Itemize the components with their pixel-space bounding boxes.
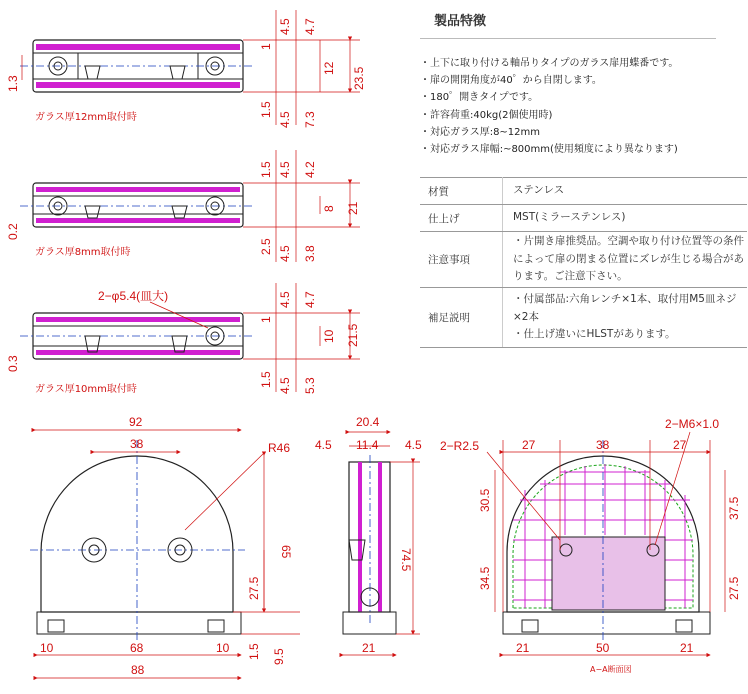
feature-item: ・ 許容荷重:40kg(2個使用時) (420, 107, 678, 124)
dim-8-v2: 4.5 (278, 161, 292, 178)
dim-sect-t1: 27 (522, 438, 536, 452)
feature-item: ・ 扉の開閉角度が40゜から自閉します。 (420, 72, 678, 89)
dim-sect-radius: 2−R2.5 (440, 439, 480, 453)
caption-glass-10: ガラス厚10mm取付時 (35, 384, 137, 395)
section-a-a (440, 417, 741, 674)
dim-12-v7: 1.5 (259, 101, 273, 118)
dim-10-v9: 5.3 (303, 377, 317, 394)
spec-key: 仕上げ (420, 205, 503, 232)
spec-value: ・付属部品:六角レンチ×1本、取付用M5皿ネジ×2本 ・仕上げ違いにHLSTがあります。 (503, 288, 748, 348)
feature-item: ・ 上下に取り付ける軸吊りタイプのガラス扉用蝶番です。 (420, 55, 678, 72)
dim-10-v6: 0.3 (6, 355, 20, 372)
dim-10-v3: 1 (259, 316, 273, 323)
spec-row-material (420, 178, 747, 205)
dim-12-v6: 1.3 (6, 75, 20, 92)
spec-value: MST(ミラーステンレス) (503, 205, 748, 232)
dim-8-v9: 3.8 (303, 245, 317, 262)
dim-front-b3: 10 (216, 641, 230, 655)
spec-row-notes (420, 232, 747, 288)
side-view (315, 415, 422, 655)
spec-row-supplement (420, 288, 747, 348)
dim-side-base: 21 (362, 641, 376, 655)
dim-front-width: 92 (129, 415, 143, 429)
hole-callout: 2−φ5.4(皿大) (98, 289, 169, 303)
dim-side-a: 4.5 (315, 438, 332, 452)
dim-8-v5: 21 (346, 201, 360, 215)
dim-10-v4: 10 (322, 329, 336, 343)
dim-10-v2: 4.7 (303, 291, 317, 308)
dim-12-v8: 4.5 (278, 111, 292, 128)
dim-12-v4: 12 (322, 61, 336, 75)
dim-side-width: 20.4 (356, 415, 380, 429)
dim-front-h1: 65 (279, 545, 293, 559)
top-view-glass-12mm (6, 10, 366, 128)
dim-sect-l1: 30.5 (478, 488, 492, 512)
dim-10-v5: 21.5 (346, 323, 360, 347)
dim-front-b4: 88 (131, 663, 145, 677)
dim-front-center: 38 (130, 437, 144, 451)
dim-sect-l2: 34.5 (478, 566, 492, 590)
front-view (30, 415, 300, 678)
spec-value: ・片開き扉推奨品。空調や取り付け位置等の条件によって扉の閉まる位置にズレが生じる場合があります。ご注意下さい。 (503, 232, 748, 288)
dim-8-v8: 4.5 (278, 245, 292, 262)
spec-table (420, 177, 747, 348)
top-view-glass-8mm (6, 150, 360, 262)
dim-12-v2: 4.7 (303, 18, 317, 35)
dim-8-v3: 4.2 (303, 161, 317, 178)
dim-front-b1: 10 (40, 641, 54, 655)
dim-front-h2: 27.5 (247, 576, 261, 600)
features-divider (420, 38, 716, 39)
dim-sect-t3: 27 (673, 438, 687, 452)
top-view-glass-10mm (6, 283, 360, 395)
caption-glass-12: ガラス厚12mm取付時 (35, 112, 137, 123)
dim-front-radius: R46 (268, 441, 291, 455)
dim-12-v1: 4.5 (278, 18, 292, 35)
dim-sect-r1: 37.5 (727, 496, 741, 520)
dim-sect-thread: 2−M6×1.0 (665, 417, 720, 431)
dim-8-v4: 8 (322, 205, 336, 212)
dim-front-h4: 9.5 (272, 648, 286, 665)
spec-key: 注意事項 (420, 232, 503, 288)
dim-side-b: 11.4 (356, 438, 379, 452)
dim-side-c: 4.5 (405, 438, 422, 452)
dim-front-b2: 68 (130, 641, 144, 655)
caption-section: A−A断面図 (590, 665, 632, 674)
dim-8-v7: 2.5 (259, 238, 273, 255)
dim-front-h3: 1.5 (247, 643, 261, 660)
spec-key: 材質 (420, 178, 503, 205)
dim-12-v5: 23.5 (352, 66, 366, 90)
feature-item: ・ 180゜開きタイプです。 (420, 89, 678, 106)
dim-10-v8: 4.5 (278, 377, 292, 394)
dim-sect-t2: 38 (596, 438, 610, 452)
dim-side-height: 74.5 (399, 548, 413, 572)
dim-10-v1: 4.5 (278, 291, 292, 308)
features-list (420, 55, 678, 158)
spec-value: ステンレス (503, 178, 748, 205)
dim-10-v7: 1.5 (259, 371, 273, 388)
dim-12-v9: 7.3 (303, 111, 317, 128)
dim-sect-b2: 50 (596, 641, 610, 655)
feature-item: ・ 対応ガラス扉幅:~800mm(使用頻度により異なります) (420, 141, 678, 158)
caption-glass-8: ガラス厚8mm取付時 (35, 247, 131, 258)
dim-8-v6: 0.2 (6, 223, 20, 240)
spec-row-finish (420, 205, 747, 232)
dim-12-v3: 1 (259, 43, 273, 50)
spec-key: 補足説明 (420, 288, 503, 348)
features-title: 製品特徴 (434, 14, 487, 29)
dim-sect-r2: 27.5 (727, 576, 741, 600)
dim-8-v1: 1.5 (259, 161, 273, 178)
dim-sect-b3: 21 (680, 641, 694, 655)
feature-item: ・ 対応ガラス厚:8~12mm (420, 124, 678, 141)
dim-sect-b1: 21 (516, 641, 530, 655)
